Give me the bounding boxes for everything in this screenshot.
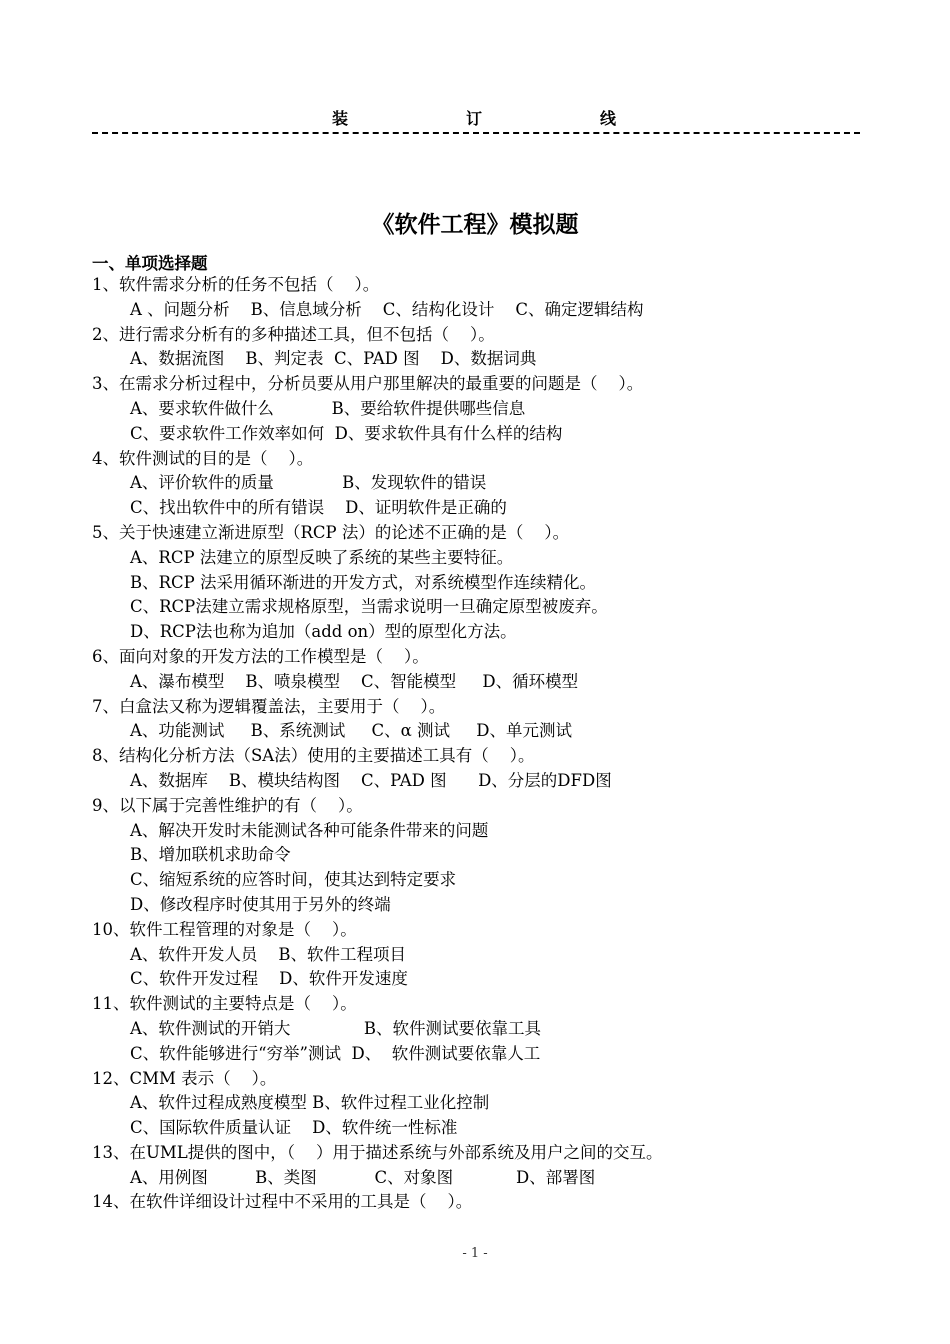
option-line: D、RCP法也称为追加（add on）型的原型化方法。 [130,622,517,642]
binding-char-2: 订 [464,106,484,129]
option-line: B、RCP 法采用循环渐进的开发方式，对系统模型作连续精化。 [130,572,597,592]
question-line: 2、进行需求分析有的多种描述工具，但不包括（ ）。 [92,324,495,344]
question-line: 11、软件测试的主要特点是（ ）。 [92,994,357,1014]
question-line: 10、软件工程管理的对象是（ ）。 [92,919,357,939]
option-line: C、缩短系统的应答时间，使其达到特定要求 [130,870,457,890]
question-line: 5、关于快速建立渐进原型（RCP 法）的论述不正确的是（ ）。 [92,522,570,542]
question-line: 4、软件测试的目的是（ ）。 [92,448,314,468]
page-number: - 1 - [462,1246,488,1261]
page-title: 《软件工程》模拟题 [371,212,579,238]
option-line: D、修改程序时使其用于另外的终端 [130,894,391,914]
option-line: A、用例图 B、类图 C、对象图 D、部署图 [130,1167,596,1187]
option-line: C、要求软件工作效率如何 D、要求软件具有什么样的结构 [130,423,563,443]
option-line: A、要求软件做什么 B、要给软件提供哪些信息 [130,398,526,418]
question-line: 1、软件需求分析的任务不包括（ ）。 [92,275,380,294]
option-line: C、RCP法建立需求规格原型，当需求说明一旦确定原型被废弃。 [130,597,608,617]
option-line: A、评价软件的质量 B、发现软件的错误 [130,473,487,493]
binding-char-1: 装 [330,106,350,129]
question-line: 6、面向对象的开发方法的工作模型是（ ）。 [92,646,429,666]
option-line: A、数据库 B、模块结构图 C、PAD 图 D、分层的DFD图 [130,770,612,790]
question-line: 3、在需求分析过程中，分析员要从用户那里解决的最重要的问题是（ ）。 [92,374,644,394]
question-list [92,273,872,1215]
question-line: 14、在软件详细设计过程中不采用的工具是（ ）。 [92,1192,473,1212]
option-line: A、RCP 法建立的原型反映了系统的某些主要特征。 [130,547,514,567]
question-line: 9、以下属于完善性维护的有（ ）。 [92,795,363,815]
option-line: A、功能测试 B、系统测试 C、α 测试 D、单元测试 [130,721,572,741]
option-line: A、软件开发人员 B、软件工程项目 [130,944,407,964]
option-line: A、瀑布模型 B、喷泉模型 C、智能模型 D、循环模型 [130,671,579,691]
binding-line [92,106,860,134]
option-line: C、软件开发过程 D、软件开发速度 [130,969,408,989]
section-heading: 一、单项选择题 [92,254,208,273]
question-line: 13、在UML提供的图中，（ ）用于描述系统与外部系统及用户之间的交互。 [92,1142,663,1162]
question-line: 8、结构化分析方法（SA法）使用的主要描述工具有（ ）。 [92,746,535,766]
option-line: A、数据流图 B、判定表 C、PAD 图 D、数据词典 [130,349,537,369]
question-line: 12、CMM 表示（ ）。 [92,1068,277,1088]
question-line: 7、白盒法又称为逻辑覆盖法，主要用于（ ）。 [92,696,446,716]
option-line: C、找出软件中的所有错误 D、证明软件是正确的 [130,498,507,518]
option-line: C、软件能够进行“穷举”测试 D、 软件测试要依靠人工 [130,1043,541,1063]
option-line: B、增加联机求助命令 [130,845,291,865]
option-line: C、国际软件质量认证 D、软件统一性标准 [130,1118,458,1138]
option-line: A、软件过程成熟度模型 B、软件过程工业化控制 [130,1093,490,1113]
option-line: A、解决开发时未能测试各种可能条件带来的问题 [130,820,489,840]
binding-char-3: 线 [598,106,618,129]
option-line: A、软件测试的开销大 B、软件测试要依靠工具 [130,1018,541,1038]
option-line: A 、问题分析 B、信息域分析 C、结构化设计 C、确定逻辑结构 [130,299,644,319]
